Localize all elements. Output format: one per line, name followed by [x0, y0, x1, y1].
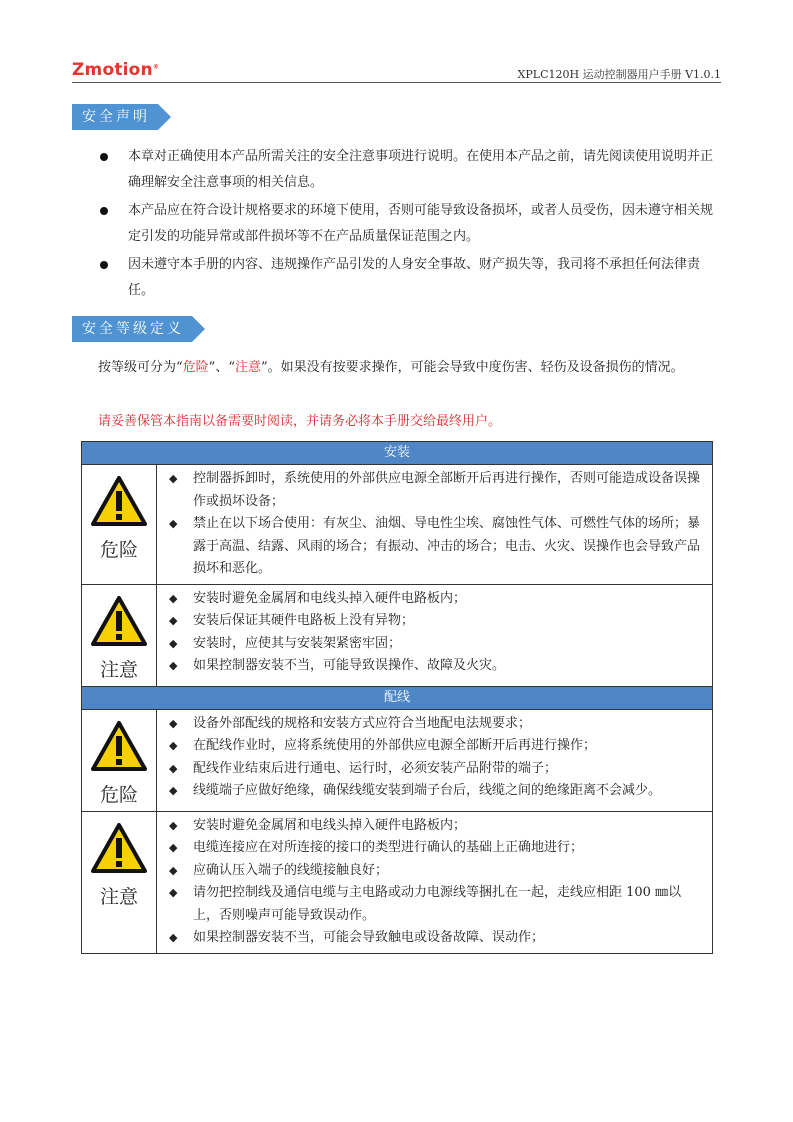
list-item	[163, 588, 704, 611]
item-text: 电缆连接应在对所连接的接口的类型进行确认的基础上正确地进行；	[193, 840, 584, 855]
level-label: 危险	[99, 783, 138, 806]
diamond-bullet-icon: ◆	[169, 636, 178, 650]
document-title: XPLC120H 运动控制器用户手册 V1.0.1	[517, 68, 721, 81]
bullet-dot-icon	[100, 261, 108, 269]
section-heading-safety-levels	[72, 316, 205, 342]
item-text: 安装时避免金属屑和电线头掉入硬件电路板内；	[193, 817, 467, 833]
item-text: 如果控制器安装不当，可能会导致触电或设备故障、误动作；	[193, 930, 545, 945]
safety-table	[81, 441, 713, 954]
section-title: 安全声明	[72, 104, 158, 130]
section-title: 安全等级定义	[72, 316, 192, 342]
level-cell	[82, 465, 157, 585]
diamond-bullet-icon: ◆	[169, 818, 178, 832]
company-logo: Zmotion®	[72, 60, 160, 80]
list-item	[163, 468, 704, 513]
list-item	[163, 780, 704, 803]
list-item	[163, 610, 704, 633]
level-label: 危险	[99, 539, 138, 561]
diamond-bullet-icon: ◆	[169, 761, 178, 775]
heading-arrow	[192, 316, 205, 342]
diamond-bullet-icon: ◆	[169, 886, 178, 899]
list-item: 本章对正确使用本产品所需关注的安全注意事项进行说明。在使用本产品之前，请先阅读使用说明并正确理解安全注意事项的相关信息。	[96, 144, 721, 196]
item-text: 安装时，应使其与安装架紧密牢固；	[193, 635, 402, 651]
level-cell	[82, 584, 157, 686]
diamond-bullet-icon: ◆	[169, 841, 178, 854]
items-cell	[157, 584, 713, 686]
item-text: 如果控制器安装不当，可能导致误操作、故障及火灾。	[193, 658, 506, 673]
list-item: 本产品应在符合设计规格要求的环境下使用，否则可能导致设备损坏，或者人员受伤，因未遵守相关规定引发的功能异常或部件损坏等不在产品质量保证范围之内。	[96, 198, 721, 250]
diamond-bullet-icon: ◆	[169, 931, 178, 944]
list-item	[163, 633, 704, 656]
section-heading-safety-statement	[72, 104, 171, 130]
table-group-header	[82, 442, 713, 465]
level-cell	[82, 811, 157, 953]
table-row	[82, 584, 713, 686]
item-text: 在配线作业时，应将系统使用的外部供应电源全部断开后再进行操作；	[193, 738, 597, 753]
list-item	[163, 758, 704, 781]
item-text: 配线作业结束后进行通电、运行时，必须安装产品附带的端子；	[193, 760, 558, 776]
table-row	[82, 465, 713, 585]
bullet-dot-icon	[100, 207, 108, 215]
table-row	[82, 709, 713, 811]
diamond-bullet-icon: ◆	[169, 472, 178, 485]
item-text: 线缆端子应做好绝缘，确保线缆安装到端子台后，线缆之间的绝缘距离不会减少。	[193, 783, 662, 798]
list-item	[163, 860, 704, 883]
level-label: 注意	[99, 658, 138, 681]
level-label: 注意	[99, 885, 138, 908]
item-text: 请勿把控制线及通信电缆与主电路或动力电源线等捆扎在一起，走线应相距 100 ㎜以上，否则噪声可能导致误动作。	[193, 885, 682, 923]
statement-list	[96, 144, 721, 306]
items-cell	[157, 811, 713, 953]
heading-arrow	[158, 104, 171, 130]
group-title: 配线	[82, 686, 713, 709]
list-item: 因未遵守本手册的内容、违规操作产品引发的人身安全事故、财产损失等，我司将不承担任何法律责任。	[96, 252, 721, 304]
list-item	[163, 713, 704, 736]
list-item	[163, 655, 704, 678]
list-item	[163, 513, 704, 581]
item-text: 禁止在以下场合使用：有灰尘、油烟、导电性尘埃、腐蚀性气体、可燃性气体的场所；暴露于高温、结露、风雨的场合；有振动、冲击的场合；电击、火灾、误操作也会导致产品损坏和恶化。	[193, 516, 701, 576]
header-divider	[72, 82, 721, 83]
level-cell	[82, 709, 157, 811]
warning-triangle-icon	[82, 710, 156, 772]
item-text: 安装时避免金属屑和电线头掉入硬件电路板内；	[193, 590, 467, 606]
list-item	[163, 735, 704, 758]
diamond-bullet-icon: ◆	[169, 659, 178, 672]
diamond-bullet-icon: ◆	[169, 614, 178, 627]
warning-triangle-icon	[82, 812, 156, 874]
item-text: 安装后保证其硬件电路板上没有异物；	[193, 613, 415, 628]
list-item	[163, 837, 704, 860]
warning-triangle-icon	[82, 585, 156, 647]
table-row	[82, 811, 713, 953]
levels-paragraph: 按等级可分为“危险”、“注意”。如果没有按要求操作，可能会导致中度伤害、轻伤及设备损伤的情况。	[98, 360, 684, 375]
list-item	[163, 927, 704, 950]
list-item	[163, 882, 704, 927]
diamond-bullet-icon: ◆	[169, 716, 178, 730]
table-group-header	[82, 686, 713, 709]
bullet-dot-icon	[100, 153, 108, 161]
keep-manual-note: 请妥善保管本指南以备需要时阅读，并请务必将本手册交给最终用户。	[98, 414, 502, 429]
item-text: 设备外部配线的规格和安装方式应符合当地配电法规要求；	[193, 715, 532, 731]
item-text: 控制器拆卸时，系统使用的外部供应电源全部断开后再进行操作，否则可能造成设备误操作或损坏设备；	[193, 471, 701, 509]
items-cell	[157, 465, 713, 585]
items-cell	[157, 709, 713, 811]
diamond-bullet-icon: ◆	[169, 784, 178, 797]
diamond-bullet-icon: ◆	[169, 591, 178, 605]
warning-triangle-icon	[82, 465, 156, 527]
diamond-bullet-icon: ◆	[169, 517, 178, 530]
list-item	[163, 815, 704, 838]
group-title: 安装	[82, 442, 713, 465]
diamond-bullet-icon: ◆	[169, 739, 178, 752]
diamond-bullet-icon: ◆	[169, 863, 178, 877]
item-text: 应确认压入端子的线缆接触良好；	[193, 862, 389, 878]
